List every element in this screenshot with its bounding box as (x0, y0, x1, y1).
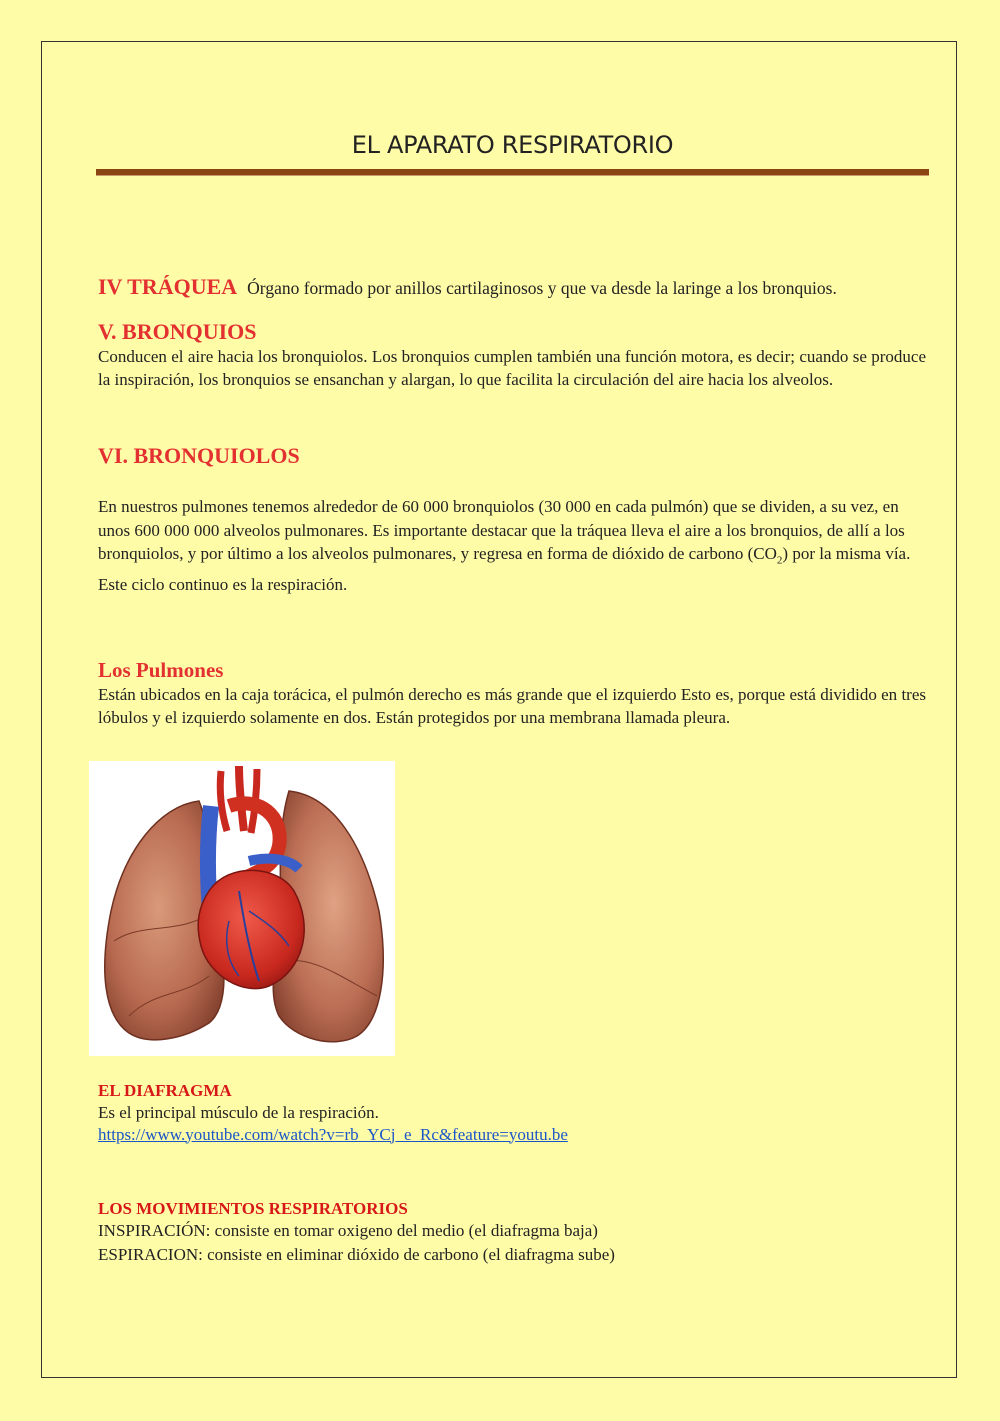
bronquiolos-text-end: ) por la misma vía. Este ciclo continuo es la respiración. (98, 544, 911, 594)
bronquios-section (98, 319, 926, 391)
espiracion-text: ESPIRACION: consiste en eliminar dióxido de carbono (el diafragma sube) (98, 1244, 615, 1264)
traquea-heading: IV TRÁQUEA (98, 274, 238, 299)
artery-shape (220, 771, 227, 831)
lungs-heart-illustration (89, 761, 395, 1056)
bronquiolos-text-main: En nuestros pulmones tenemos alrededor de 60 000 bronquiolos (30 000 en cada pulmón) que se dividen, a su vez, en unos 600 000 000 alveolos pulmonares. Es importante destacar que la tráquea lleva el aire a los bronquios, de allí a los bronquiolos, y por último a los alveolos pulmonares, y regresa en forma de dióxido de carbono (CO (98, 497, 905, 563)
co2-subscript: 2 (776, 554, 783, 567)
title-divider (96, 169, 929, 176)
diafragma-section (98, 1081, 926, 1145)
pulmones-section (98, 658, 926, 729)
bronquiolos-body (98, 495, 926, 596)
page-title: EL APARATO RESPIRATORIO (351, 131, 674, 159)
bronquiolos-text (98, 495, 926, 596)
inspiracion-text: INSPIRACIÓN: consiste en tomar oxigeno del medio (el diafragma baja) (98, 1221, 598, 1240)
traquea-text: Órgano formado por anillos cartilaginosos y que va desde la laringe a los bronquios. (247, 278, 837, 298)
movimientos-heading: LOS MOVIMIENTOS RESPIRATORIOS (98, 1199, 408, 1218)
pulmones-text: Están ubicados en la caja torácica, el pulmón derecho es más grande que el izquierdo Esto es, porque está dividido en tres lóbulos y el izquierdo solamente en dos. Están protegidos por una membrana llamada pleura. (98, 685, 926, 727)
bronquiolos-section (98, 443, 926, 469)
lungs-heart-svg (89, 761, 395, 1056)
bronquios-heading: V. BRONQUIOS (98, 319, 257, 344)
bronquios-text: Conducen el aire hacia los bronquiolos. Los bronquios cumplen también una función motora, es decir; cuando se produce la inspiración, los bronquios se ensanchan y alargan, lo que facilita la circulación del aire hacia los alveolos. (98, 347, 926, 389)
diafragma-text: Es el principal músculo de la respiración. (98, 1103, 379, 1122)
bronquiolos-heading: VI. BRONQUIOLOS (98, 443, 300, 468)
traquea-section (98, 274, 926, 300)
pulmones-heading: Los Pulmones (98, 658, 224, 682)
youtube-link[interactable]: https://www.youtube.com/watch?v=rb_YCj_e_Rc&feature=youtu.be (98, 1124, 568, 1144)
movimientos-section (98, 1199, 926, 1266)
diafragma-heading: EL DIAFRAGMA (98, 1081, 232, 1100)
